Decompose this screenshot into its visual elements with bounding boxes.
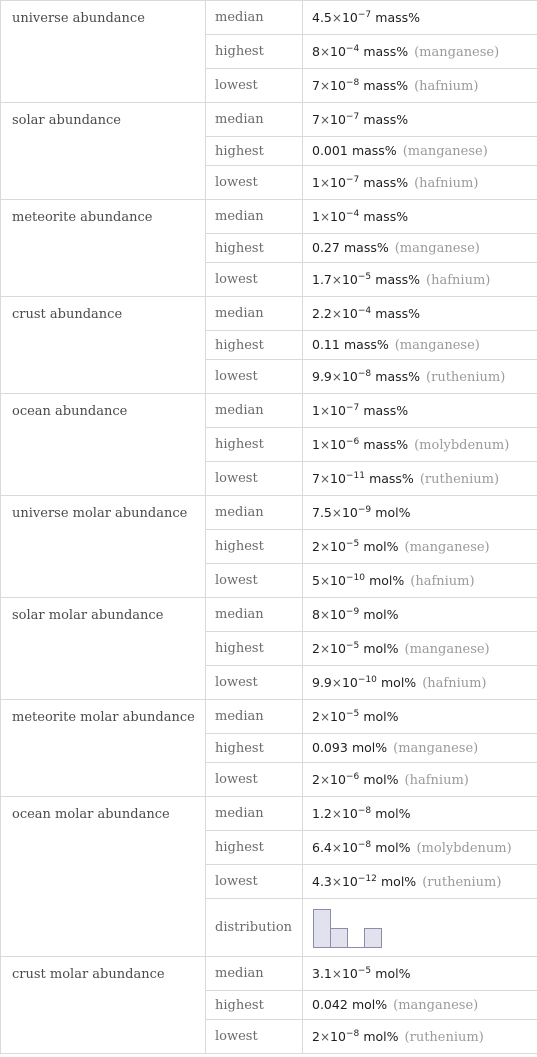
value-number [312, 539, 359, 554]
element-name: (manganese) [404, 641, 490, 657]
value-mantissa: 7 [312, 470, 320, 486]
value-unit: mass% [363, 43, 409, 59]
value-exponent: −6 [345, 436, 360, 447]
property-name: meteorite molar abundance [1, 700, 206, 797]
value-exponent: −7 [345, 402, 360, 413]
stat-value [303, 530, 537, 564]
value-exponent: −4 [345, 43, 360, 54]
value-mantissa: 4.3 [312, 873, 332, 889]
table-row [1, 1, 537, 35]
value-exponent: −5 [357, 965, 372, 976]
times-sign: × [319, 573, 331, 588]
value-base: 10 [341, 805, 358, 821]
value-unit: mol% [363, 606, 399, 622]
stat-label: highest [206, 428, 303, 462]
value-number [312, 175, 359, 190]
value-unit: mass% [363, 208, 409, 224]
stat-value [303, 899, 537, 957]
value-mantissa: 2.2 [312, 305, 332, 321]
element-name: (hafnium) [404, 772, 469, 788]
histogram-bar [314, 909, 331, 947]
value-number [312, 966, 371, 981]
stat-value [303, 1020, 537, 1054]
stat-label: median [206, 1, 303, 35]
value-base: 10 [341, 305, 358, 321]
stat-value [303, 496, 537, 530]
value-mantissa: 7 [312, 77, 320, 93]
value-number [312, 874, 377, 889]
element-name: (manganese) [402, 144, 488, 159]
element-name: (manganese) [394, 241, 480, 256]
times-sign: × [331, 840, 342, 855]
value-base: 10 [330, 111, 346, 127]
stat-label: median [206, 598, 303, 632]
element-name: (manganese) [404, 539, 490, 555]
value-unit: mass% [363, 436, 409, 452]
value-unit: mass% [375, 368, 421, 384]
property-name: universe molar abundance [1, 496, 206, 598]
histogram-bar [365, 928, 382, 947]
distribution-histogram [312, 907, 384, 949]
value-number [312, 471, 365, 486]
value-unit: mol% [375, 805, 411, 821]
value-mantissa: 6.4 [312, 839, 332, 855]
value-exponent: −8 [345, 77, 360, 88]
stat-label: highest [206, 632, 303, 666]
stat-value [303, 734, 537, 763]
value-exponent: −7 [345, 111, 360, 122]
stat-label: highest [206, 137, 303, 166]
value-base: 10 [341, 965, 358, 981]
property-name: ocean molar abundance [1, 797, 206, 957]
value-number [312, 675, 377, 690]
value-exponent: −5 [345, 538, 360, 549]
value-base: 10 [330, 77, 346, 93]
value-unit: mass% [375, 9, 421, 25]
value-exponent: −8 [357, 805, 372, 816]
value-mantissa: 2 [312, 708, 320, 724]
times-sign: × [331, 306, 342, 321]
value-unit: mol% [363, 640, 399, 656]
stat-label: highest [206, 734, 303, 763]
abundance-table-body [1, 1, 537, 1054]
value-number [312, 112, 359, 127]
value-exponent: −5 [357, 271, 372, 282]
element-name: (manganese) [414, 44, 500, 60]
stat-value [303, 462, 537, 496]
value-unit: mol% [375, 839, 411, 855]
stat-label: lowest [206, 666, 303, 700]
value-unit: mass% [363, 402, 409, 418]
stat-label: lowest [206, 865, 303, 899]
stat-label: median [206, 103, 303, 137]
value-number [312, 44, 359, 59]
value-base: 10 [330, 208, 346, 224]
value-unit: mass% [375, 271, 421, 287]
element-name: (ruthenium) [419, 471, 500, 487]
stat-label: highest [206, 530, 303, 564]
stat-value [303, 957, 537, 991]
times-sign: × [319, 607, 331, 622]
stat-value [303, 564, 537, 598]
property-name: crust abundance [1, 297, 206, 394]
stat-value [303, 797, 537, 831]
times-sign: × [319, 1029, 331, 1044]
table-row [1, 496, 537, 530]
value-unit: mol% [363, 708, 399, 724]
value-unit: mass% [351, 143, 397, 158]
table-row [1, 103, 537, 137]
stat-label: lowest [206, 263, 303, 297]
element-name: (manganese) [394, 338, 480, 353]
stat-value [303, 763, 537, 797]
times-sign: × [319, 539, 331, 554]
value-number [312, 505, 371, 520]
property-name: universe abundance [1, 1, 206, 103]
element-name: (manganese) [393, 741, 479, 756]
stat-value [303, 428, 537, 462]
table-row [1, 598, 537, 632]
stat-label: median [206, 297, 303, 331]
value-base: 10 [341, 271, 358, 287]
stat-value [303, 394, 537, 428]
element-name: (ruthenium) [426, 369, 506, 385]
value-exponent: −5 [345, 640, 360, 651]
times-sign: × [319, 209, 331, 224]
stat-value [303, 598, 537, 632]
value-mantissa: 9.9 [312, 674, 332, 690]
value-base: 10 [330, 402, 346, 418]
element-name: (hafnium) [422, 675, 487, 691]
times-sign: × [331, 874, 342, 889]
stat-value [303, 831, 537, 865]
value-number [312, 209, 359, 224]
stat-label: distribution [206, 899, 303, 957]
stat-label: median [206, 957, 303, 991]
property-name: solar abundance [1, 103, 206, 200]
element-name: (hafnium) [426, 272, 491, 288]
value-unit: mol% [381, 674, 417, 690]
value-number: 0.093 [312, 740, 348, 755]
value-number: 0.001 [312, 143, 348, 158]
times-sign: × [331, 10, 342, 25]
stat-label: median [206, 496, 303, 530]
value-exponent: −8 [357, 839, 372, 850]
value-mantissa: 7 [312, 111, 320, 127]
value-mantissa: 8 [312, 606, 320, 622]
value-base: 10 [330, 640, 346, 656]
value-number [312, 573, 365, 588]
value-mantissa: 1 [312, 436, 320, 452]
value-number [312, 369, 371, 384]
value-exponent: −10 [345, 572, 365, 583]
value-unit: mol% [375, 965, 411, 981]
times-sign: × [319, 403, 331, 418]
value-exponent: −11 [345, 470, 365, 481]
value-unit: mass% [343, 337, 389, 352]
element-name: (hafnium) [414, 175, 479, 191]
value-base: 10 [330, 606, 346, 622]
value-mantissa: 2 [312, 538, 320, 554]
stat-value [303, 297, 537, 331]
value-exponent: −10 [357, 674, 377, 685]
stat-label: lowest [206, 1020, 303, 1054]
property-name: crust molar abundance [1, 957, 206, 1054]
stat-label: highest [206, 234, 303, 263]
value-base: 10 [330, 436, 346, 452]
stat-value [303, 700, 537, 734]
value-mantissa: 2 [312, 640, 320, 656]
value-number [312, 772, 359, 787]
times-sign: × [319, 175, 331, 190]
value-exponent: −5 [345, 708, 360, 719]
stat-label: lowest [206, 462, 303, 496]
value-mantissa: 7.5 [312, 504, 332, 520]
value-mantissa: 8 [312, 43, 320, 59]
stat-value [303, 200, 537, 234]
value-mantissa: 9.9 [312, 368, 332, 384]
stat-value [303, 263, 537, 297]
value-exponent: −8 [357, 368, 372, 379]
value-base: 10 [330, 470, 346, 486]
value-unit: mol% [363, 538, 399, 554]
value-base: 10 [341, 504, 358, 520]
value-number [312, 306, 371, 321]
value-base: 10 [330, 572, 346, 588]
value-unit: mol% [363, 1028, 399, 1044]
stat-value [303, 234, 537, 263]
times-sign: × [319, 437, 331, 452]
value-exponent: −6 [345, 771, 360, 782]
value-exponent: −9 [357, 504, 372, 515]
stat-value [303, 666, 537, 700]
stat-value [303, 632, 537, 666]
value-unit: mass% [363, 111, 409, 127]
times-sign: × [319, 44, 331, 59]
value-exponent: −4 [357, 305, 372, 316]
value-unit: mass% [343, 240, 389, 255]
value-number [312, 272, 371, 287]
stat-label: lowest [206, 69, 303, 103]
value-mantissa: 1 [312, 174, 320, 190]
value-exponent: −7 [357, 9, 372, 20]
stat-value [303, 991, 537, 1020]
value-unit: mol% [381, 873, 417, 889]
stat-value [303, 137, 537, 166]
times-sign: × [319, 641, 331, 656]
times-sign: × [331, 806, 342, 821]
stat-label: highest [206, 991, 303, 1020]
value-base: 10 [341, 368, 358, 384]
value-base: 10 [341, 674, 358, 690]
value-number [312, 641, 359, 656]
times-sign: × [319, 78, 331, 93]
element-name: (hafnium) [414, 78, 479, 94]
property-name: meteorite abundance [1, 200, 206, 297]
value-base: 10 [341, 873, 358, 889]
value-base: 10 [330, 538, 346, 554]
value-unit: mol% [375, 504, 411, 520]
times-sign: × [331, 966, 342, 981]
value-base: 10 [341, 839, 358, 855]
table-row [1, 700, 537, 734]
element-name: (ruthenium) [404, 1029, 484, 1045]
stat-value [303, 1, 537, 35]
value-mantissa: 1 [312, 402, 320, 418]
stat-value [303, 35, 537, 69]
stat-label: lowest [206, 166, 303, 200]
histogram-bar [331, 928, 348, 947]
value-number [312, 806, 371, 821]
stat-label: highest [206, 331, 303, 360]
table-row [1, 957, 537, 991]
times-sign: × [331, 675, 342, 690]
stat-label: median [206, 797, 303, 831]
stat-label: median [206, 700, 303, 734]
element-name: (molybdenum) [416, 840, 512, 856]
value-exponent: −12 [357, 873, 377, 884]
table-row [1, 297, 537, 331]
table-row [1, 394, 537, 428]
value-exponent: −8 [345, 1028, 360, 1039]
value-unit: mol% [351, 997, 388, 1012]
value-unit: mass% [363, 174, 409, 190]
value-number: 0.11 [312, 337, 340, 352]
value-mantissa: 1.7 [312, 271, 332, 287]
stat-value [303, 360, 537, 394]
value-unit: mass% [363, 77, 409, 93]
value-exponent: −4 [345, 208, 360, 219]
value-number: 0.042 [312, 997, 348, 1012]
element-name: (manganese) [393, 998, 479, 1013]
value-unit: mol% [369, 572, 405, 588]
value-unit: mass% [375, 305, 421, 321]
value-mantissa: 4.5 [312, 9, 332, 25]
table-row [1, 797, 537, 831]
stat-label: median [206, 394, 303, 428]
value-number [312, 78, 359, 93]
times-sign: × [331, 369, 342, 384]
times-sign: × [319, 471, 331, 486]
value-unit: mol% [363, 771, 399, 787]
value-number [312, 840, 371, 855]
value-exponent: −7 [345, 174, 360, 185]
value-number [312, 709, 359, 724]
value-number [312, 403, 359, 418]
value-base: 10 [330, 708, 346, 724]
value-unit: mol% [351, 740, 388, 755]
times-sign: × [319, 772, 331, 787]
value-unit: mass% [369, 470, 414, 486]
stat-label: highest [206, 35, 303, 69]
stat-label: median [206, 200, 303, 234]
value-base: 10 [330, 1028, 346, 1044]
element-name: (molybdenum) [414, 437, 510, 453]
value-number [312, 437, 359, 452]
stat-value [303, 69, 537, 103]
element-name: (hafnium) [410, 573, 475, 589]
value-mantissa: 5 [312, 572, 320, 588]
stat-label: lowest [206, 763, 303, 797]
value-mantissa: 2 [312, 771, 320, 787]
times-sign: × [319, 709, 331, 724]
value-number [312, 1029, 359, 1044]
times-sign: × [331, 505, 342, 520]
value-mantissa: 3.1 [312, 965, 332, 981]
value-exponent: −9 [345, 606, 360, 617]
element-name: (ruthenium) [422, 874, 502, 890]
property-name: ocean abundance [1, 394, 206, 496]
value-base: 10 [341, 9, 358, 25]
value-base: 10 [330, 174, 346, 190]
stat-value [303, 331, 537, 360]
stat-value [303, 865, 537, 899]
value-number: 0.27 [312, 240, 340, 255]
value-mantissa: 1.2 [312, 805, 332, 821]
value-number [312, 607, 359, 622]
times-sign: × [319, 112, 331, 127]
stat-value [303, 166, 537, 200]
stat-value [303, 103, 537, 137]
times-sign: × [331, 272, 342, 287]
value-base: 10 [330, 771, 346, 787]
value-number [312, 10, 371, 25]
property-name: solar molar abundance [1, 598, 206, 700]
value-mantissa: 1 [312, 208, 320, 224]
value-base: 10 [330, 43, 346, 59]
stat-label: highest [206, 831, 303, 865]
table-row [1, 200, 537, 234]
value-mantissa: 2 [312, 1028, 320, 1044]
stat-label: lowest [206, 360, 303, 394]
stat-label: lowest [206, 564, 303, 598]
